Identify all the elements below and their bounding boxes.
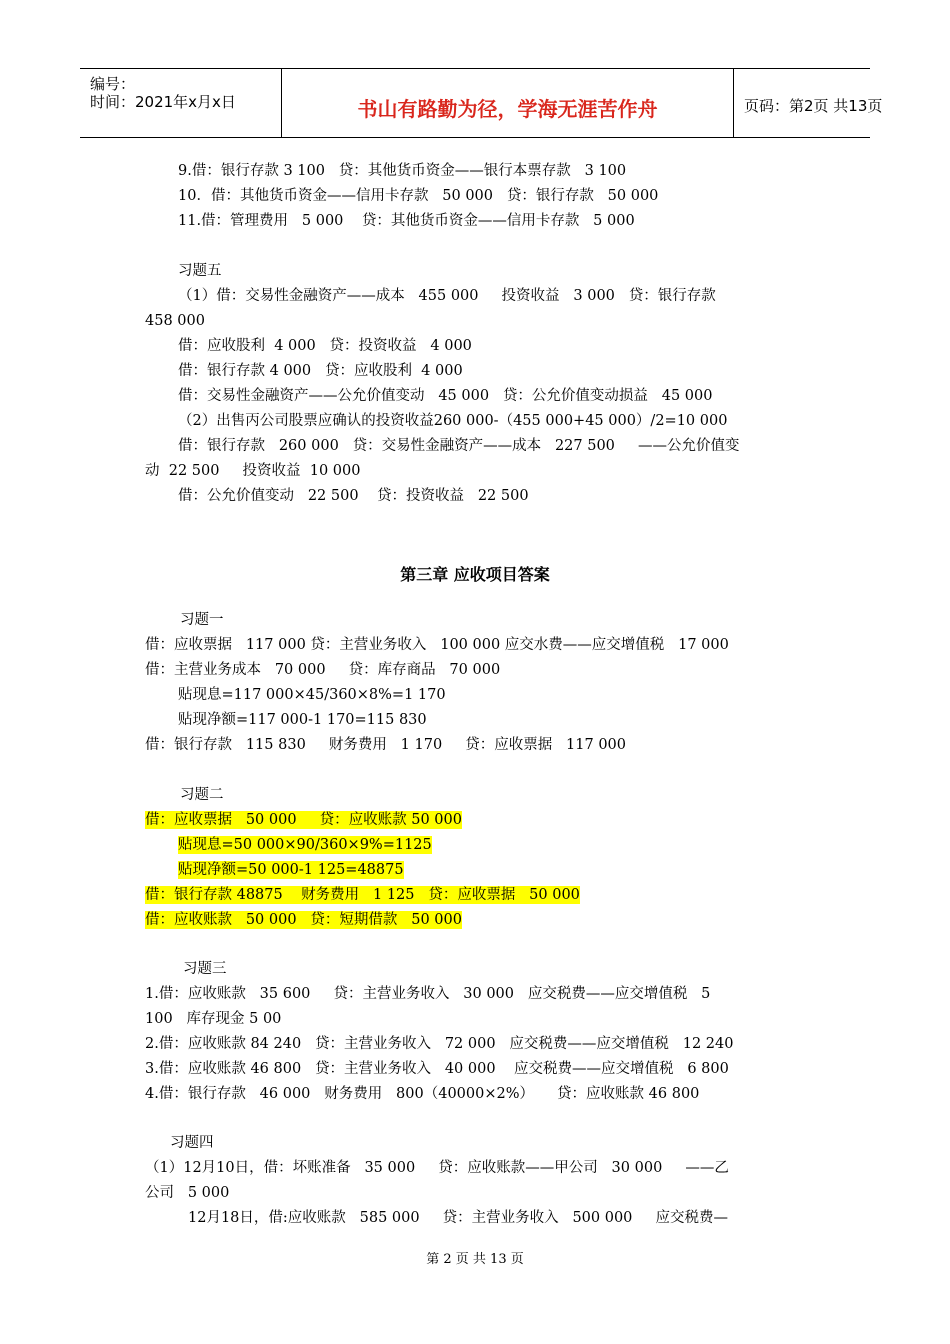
text-line: 借：应收票据 117 000 贷：主营业务收入 100 000 应交水费——应交增值税 17 000 — [145, 637, 729, 653]
exercise-heading: 习题四 — [170, 1135, 214, 1151]
header-center-cell — [282, 69, 734, 137]
exercise-heading: 习题一 — [180, 612, 224, 628]
header-table — [80, 68, 883, 138]
number-label: 编号： — [90, 75, 136, 93]
text-line: 100 库存现金 5 00 — [145, 1011, 282, 1027]
highlighted-line: 借：应收票据 50 000 贷：应收账款 50 000 — [145, 812, 462, 828]
page-label: 页码：第2页 共13页 — [744, 97, 883, 115]
text-line: 4.借：银行存款 46 000 财务费用 800（40000×2%） 贷：应收账款 46 800 — [145, 1086, 700, 1102]
highlighted-line: 借：银行存款 48875 财务费用 1 125 贷：应收票据 50 000 — [145, 887, 580, 903]
text-line: 12月18日，借:应收账款 585 000 贷：主营业务收入 500 000 应交税费— — [188, 1210, 728, 1226]
text-line: 借：应收股利 4 000 贷：投资收益 4 000 — [178, 338, 472, 354]
text-line: 10．借：其他货币资金——信用卡存款 50 000 贷：银行存款 50 000 — [178, 188, 659, 204]
highlighted-line: 贴现息=50 000×90/360×9%=1125 — [178, 837, 432, 853]
text-line: 458 000 — [145, 313, 205, 329]
text-line: 贴现息=117 000×45/360×8%=1 170 — [178, 687, 446, 703]
exercise-heading: 习题三 — [183, 961, 227, 977]
highlighted-line: 借：应收账款 50 000 贷：短期借款 50 000 — [145, 912, 462, 928]
text-line: 借：交易性金融资产——公允价值变动 45 000 贷：公允价值变动损益 45 000 — [178, 388, 713, 404]
text-line: 3.借：应收账款 46 800 贷：主营业务收入 40 000 应交税费——应交增值税 6 800 — [145, 1061, 729, 1077]
text-line: （1）借：交易性金融资产——成本 455 000 投资收益 3 000 贷：银行存款 — [178, 288, 716, 304]
text-line: （1）12月10日，借：坏账准备 35 000 贷：应收账款——甲公司 30 000 ——乙 — [145, 1160, 729, 1176]
text-line: 借：银行存款 260 000 贷：交易性金融资产——成本 227 500 ——公允价值变 — [178, 438, 740, 454]
text-line: 9.借：银行存款 3 100 贷：其他货币资金——银行本票存款 3 100 — [178, 163, 627, 179]
text-line: 贴现净额=117 000-1 170=115 830 — [178, 712, 427, 728]
exercise-heading: 习题二 — [180, 787, 224, 803]
text-line: 11.借：管理费用 5 000 贷：其他货币资金——信用卡存款 5 000 — [178, 213, 635, 229]
text-line: 动 22 500 投资收益 10 000 — [145, 463, 361, 479]
header-right-cell — [734, 69, 883, 137]
text-line: 1.借：应收账款 35 600 贷：主营业务收入 30 000 应交税费——应交增值税 5 — [145, 986, 711, 1002]
text-line: （2）出售丙公司股票应确认的投资收益260 000-（455 000+45 000）/2=10 000 — [178, 413, 728, 429]
page-footer: 第 2 页 共 13 页 — [426, 1252, 524, 1267]
text-line: 借：银行存款 115 830 财务费用 1 170 贷：应收票据 117 000 — [145, 737, 627, 753]
text-line: 借：公允价值变动 22 500 贷：投资收益 22 500 — [178, 488, 529, 504]
text-line: 2.借：应收账款 84 240 贷：主营业务收入 72 000 应交税费——应交增值税 12 240 — [145, 1036, 734, 1052]
text-line: 借：主营业务成本 70 000 贷：库存商品 70 000 — [145, 662, 501, 678]
date-label: 时间：2021年x月x日 — [90, 93, 236, 111]
text-line: 公司 5 000 — [145, 1185, 230, 1201]
exercise-heading: 习题五 — [178, 263, 222, 279]
motto: 书山有路勤为径，学海无涯苦作舟 — [357, 97, 658, 121]
header-left-cell — [80, 69, 282, 137]
text-line: 借：银行存款 4 000 贷：应收股利 4 000 — [178, 363, 463, 379]
chapter-title: 第三章 应收项目答案 — [400, 565, 550, 584]
highlighted-line: 贴现净额=50 000-1 125=48875 — [178, 862, 404, 878]
